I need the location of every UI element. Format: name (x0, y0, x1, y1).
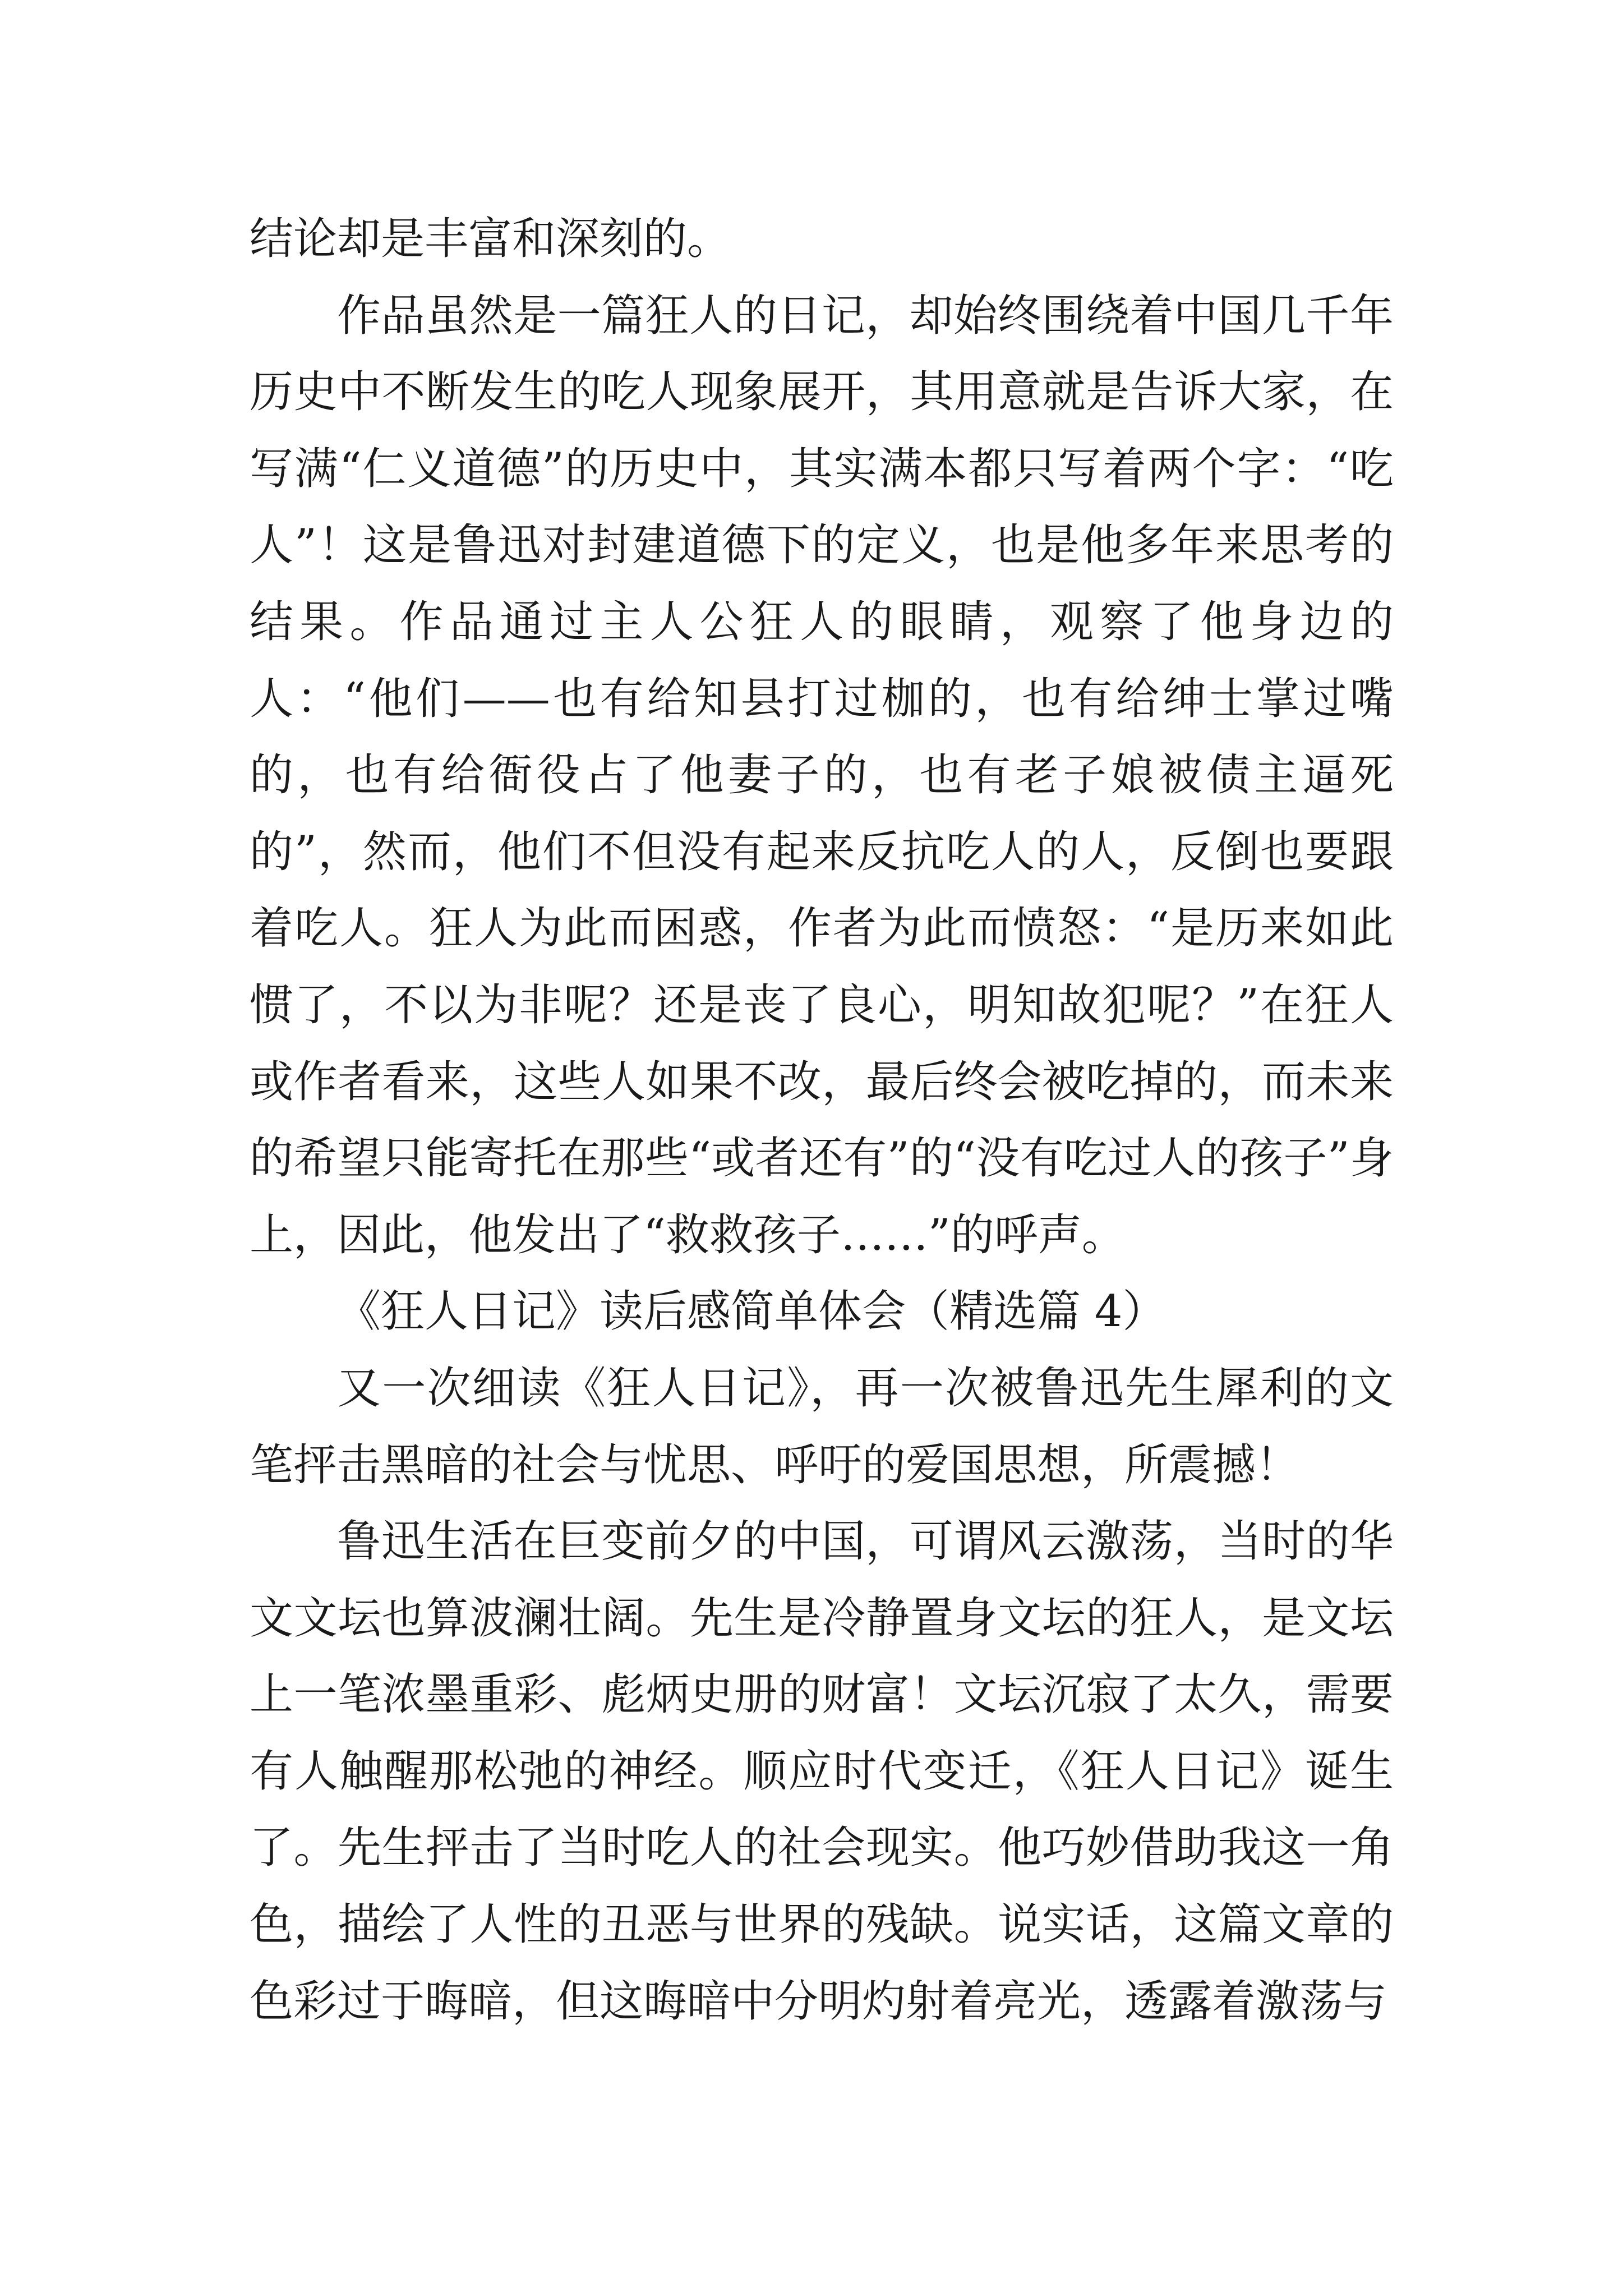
paragraph-continuation: 结论却是丰富和深刻的。 (250, 214, 731, 264)
paragraph-analysis: 作品虽然是一篇狂人的日记，却始终围绕着中国几千年历史中不断发生的吃人现象展开，其用意就是告诉大家，在写满“仁义道德”的历史中，其实满本都只写着两个字：“吃人”！这是鲁迅对封建道德下的定义，也是他多年来思考的结果。作品通过主人公狂人的眼睛，观察了他身边的人：“他们——也有给知县打过枷的，也有给绅士掌过嘴的，也有给衙役占了他妻子的，也有老子娘被债主逼死的”，然而，他们不但没有起来反抗吃人的人，反倒也要跟着吃人。狂人为此而困惑，作者为此而愤怒：“是历来如此惯了，不以为非呢？还是丧了良心，明知故犯呢？”在狂人或作者看来，这些人如果不改，最后终会被吃掉的，而未来的希望只能寄托在那些“或者还有”的“没有吃过人的孩子”身上，因此，他发出了“救救孩子……”的呼声。 (250, 290, 1394, 1260)
section-heading: 《狂人日记》读后感简单体会（精选篇 4） (337, 1286, 1166, 1337)
paragraph-intro: 又一次细读《狂人日记》，再一次被鲁迅先生犀利的文笔抨击黑暗的社会与忧思、呼吁的爱国思想，所震撼！ (250, 1363, 1394, 1490)
paragraph-context: 鲁迅生活在巨变前夕的中国，可谓风云激荡，当时的华文文坛也算波澜壮阔。先生是冷静置身文坛的狂人，是文坛上一笔浓墨重彩、彪炳史册的财富！文坛沉寂了太久，需要有人触醒那松弛的神经。顺应时代变迁，《狂人日记》诞生了。先生抨击了当时吃人的社会现实。他巧妙借助我这一角色，描绘了人性的丑恶与世界的残缺。说实话，这篇文章的色彩过于晦暗，但这晦暗中分明灼射着亮光，透露着激荡与 (250, 1516, 1394, 2027)
document-body (250, 201, 1394, 2040)
